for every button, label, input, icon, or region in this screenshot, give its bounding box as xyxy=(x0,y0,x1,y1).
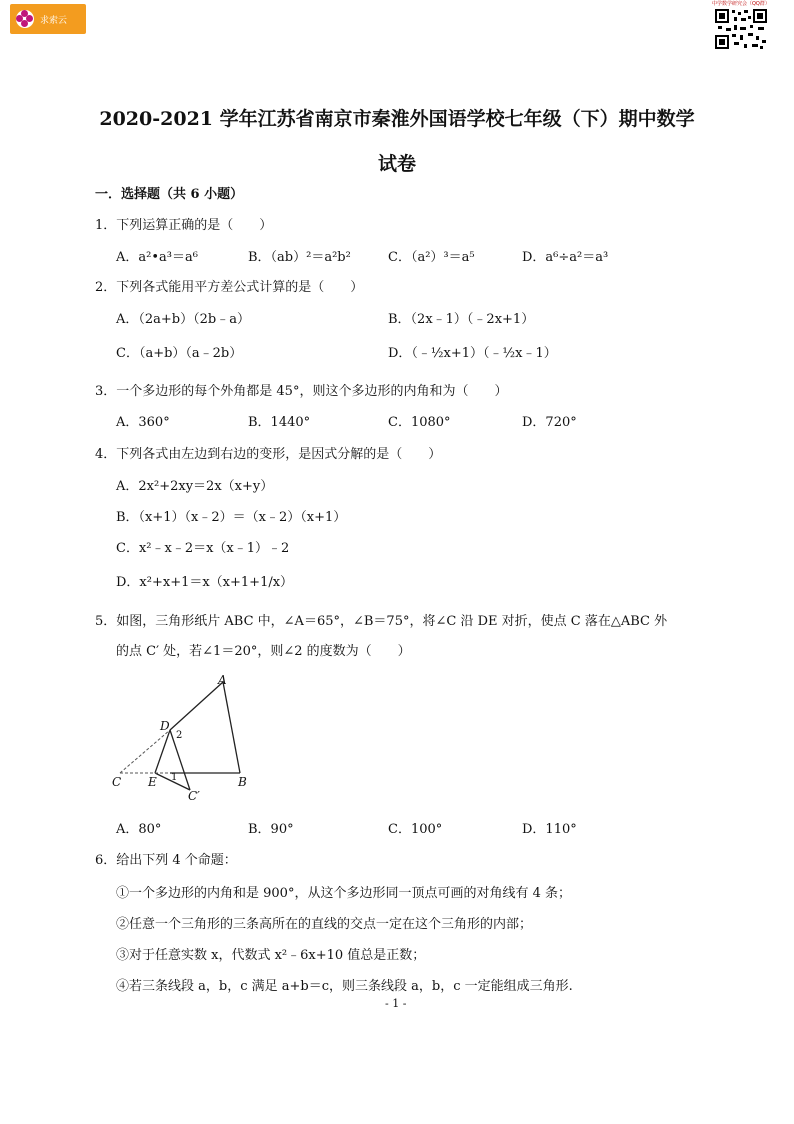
q6-item-3: ③对于任意实数 x，代数式 x²﹣6x+10 值总是正数； xyxy=(116,948,426,963)
label-e: E xyxy=(148,775,157,789)
label-angle-2: 2 xyxy=(176,730,183,741)
side-ab xyxy=(223,682,240,773)
question-4-stem: 4．下列各式由左边到右边的变形，是因式分解的是（ ） xyxy=(95,447,442,462)
q4-option-b: B．（x+1）（x﹣2）＝（x﹣2）（x+1） xyxy=(116,510,347,525)
triangle-figure xyxy=(110,672,260,802)
q1-option-a: A．a²•a³＝a⁶ xyxy=(116,250,198,265)
label-a: A xyxy=(218,673,227,687)
q3-option-c: C．1080° xyxy=(388,415,451,430)
qr-caption: 中学数学研究会（QQ群） xyxy=(712,1,770,7)
question-5-stem: 5．如图，三角形纸片 ABC 中，∠A＝65°，∠B＝75°，将∠C 沿 DE 对折，使点 C 落在△ABC 外 xyxy=(95,614,668,629)
logo-text: 求索云 xyxy=(40,15,68,26)
page-number: - 1 - xyxy=(385,997,407,1010)
qr-code-icon xyxy=(714,4,770,52)
q3-option-d: D．720° xyxy=(522,415,577,430)
label-b: B xyxy=(238,775,247,789)
q5-option-d: D．110° xyxy=(522,822,577,837)
q3-option-a: A．360° xyxy=(116,415,170,430)
q4-option-a: A．2x²+2xy＝2x（x+y） xyxy=(116,479,274,494)
q6-item-1: ①一个多边形的内角和是 900°，从这个多边形同一顶点可画的对角线有 4 条； xyxy=(116,886,571,901)
q1-option-c: C．（a²）³＝a⁵ xyxy=(388,250,475,265)
question-5-stem-cont: 的点 C′ 处，若∠1＝20°，则∠2 的度数为（ ） xyxy=(116,644,411,659)
page-title-line2: 试卷 xyxy=(377,153,416,175)
label-d: D xyxy=(160,719,170,733)
logo-icon xyxy=(16,10,34,28)
q2-option-b: B．（2x﹣1）（﹣2x+1） xyxy=(388,312,535,327)
question-2-stem: 2．下列各式能用平方差公式计算的是（ ） xyxy=(95,280,364,295)
q5-option-c: C．100° xyxy=(388,822,443,837)
q4-option-d: D．x²+x+1＝x（x+1+1/x） xyxy=(116,575,294,590)
q4-option-c: C．x²﹣x﹣2＝x（x﹣1）﹣2 xyxy=(116,541,290,556)
q6-item-4: ④若三条线段 a，b，c 满足 a+b＝c，则三条线段 a，b，c 一定能组成三角形. xyxy=(116,979,573,994)
q1-option-d: D．a⁶÷a²＝a³ xyxy=(522,250,609,265)
q6-item-2: ②任意一个三角形的三条高所在的直线的交点一定在这个三角形的内部； xyxy=(116,917,533,932)
label-c-prime: C′ xyxy=(188,789,200,802)
q2-option-d: D．（﹣½x+1）（﹣½x﹣1） xyxy=(388,346,557,361)
q1-option-b: B．（ab）²＝a²b² xyxy=(248,250,351,265)
brand-logo xyxy=(10,4,86,34)
q2-option-a: A．（2a+b）（2b﹣a） xyxy=(116,312,250,327)
section-heading: 一．选择题（共 6 小题） xyxy=(95,187,244,202)
q2-option-c: C．（a+b）（a﹣2b） xyxy=(116,346,243,361)
page-title: 2020-2021 学年江苏省南京市秦淮外国语学校七年级（下）期中数学 xyxy=(99,108,695,130)
q5-option-b: B．90° xyxy=(248,822,294,837)
q5-option-a: A．80° xyxy=(116,822,162,837)
question-6-stem: 6．给出下列 4 个命题： xyxy=(95,853,237,868)
side-ad xyxy=(170,682,223,730)
question-1-stem: 1．下列运算正确的是（ ） xyxy=(95,218,273,233)
q3-option-b: B．1440° xyxy=(248,415,311,430)
question-3-stem: 3．一个多边形的每个外角都是 45°，则这个多边形的内角和为（ ） xyxy=(95,384,508,399)
label-c: C xyxy=(112,775,122,789)
label-angle-1: 1 xyxy=(171,772,178,783)
